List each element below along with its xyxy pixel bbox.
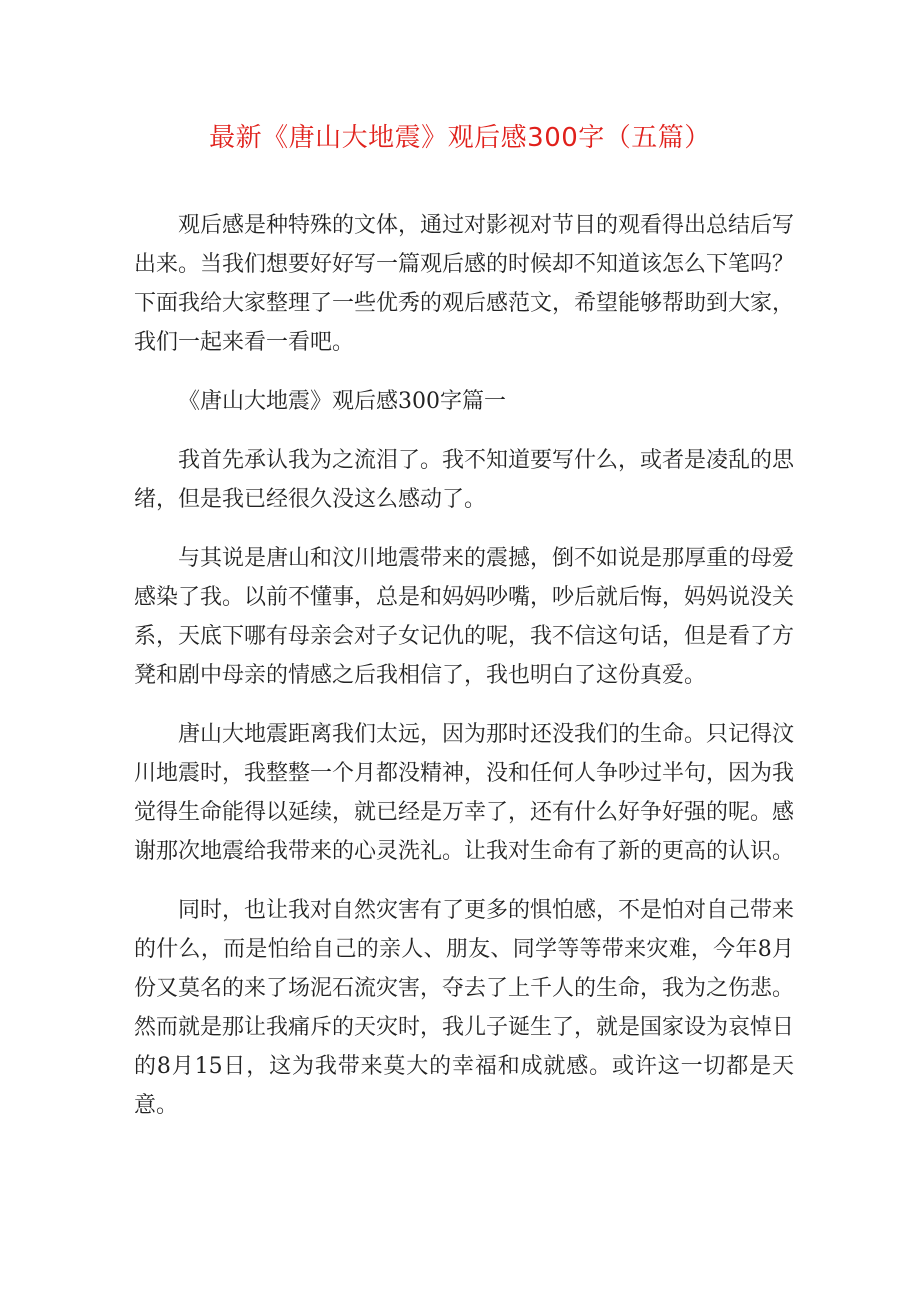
section-heading: 《唐山大地震》观后感300字篇一 bbox=[178, 389, 506, 414]
body-paragraph: 与其说是唐山和汶川地震带来的震撼，倒不如说是那厚重的母爱感染了我。以前不懂事，总是和妈妈吵嘴，吵后就后悔，妈妈说没关系，天底下哪有母亲会对子女记仇的呢，我不信这句话，但是看了方凳和剧中母亲的情感之后我相信了，我也明白了这份真爱。 bbox=[134, 546, 795, 688]
document-body bbox=[134, 206, 794, 1145]
body-paragraph: 我首先承认我为之流泪了。我不知道要写什么，或者是凌乱的思绪，但是我已经很久没这么感动了。 bbox=[134, 448, 795, 512]
body-paragraph: 唐山大地震距离我们太远，因为那时还没我们的生命。只记得汶川地震时，我整整一个月都没精神，没和任何人争吵过半句，因为我觉得生命能得以延续，就已经是万幸了，还有什么好争好强的呢。感谢那次地震给我带来的心灵洗礼。让我对生命有了新的更高的认识。 bbox=[134, 722, 795, 864]
document-title: 最新《唐山大地震》观后感300字（五篇） bbox=[209, 123, 711, 153]
intro-paragraph: 观后感是种特殊的文体，通过对影视对节目的观看得出总结后写出来。当我们想要好好写一篇观后感的时候却不知道该怎么下笔吗？下面我给大家整理了一些优秀的观后感范文，希望能够帮助到大家，我们一起来看一看吧。 bbox=[134, 213, 795, 355]
body-paragraph: 同时，也让我对自然灾害有了更多的惧怕感，不是怕对自己带来的什么，而是怕给自己的亲人、朋友、同学等等带来灾难，今年8月份又莫名的来了场泥石流灾害，夺去了上千人的生命，我为之伤悲。然而就是那让我痛斥的天灾时，我儿子诞生了，就是国家设为哀悼日的8月15日，这为我带来莫大的幸福和成就感。或许这一切都是天意。 bbox=[134, 898, 795, 1118]
